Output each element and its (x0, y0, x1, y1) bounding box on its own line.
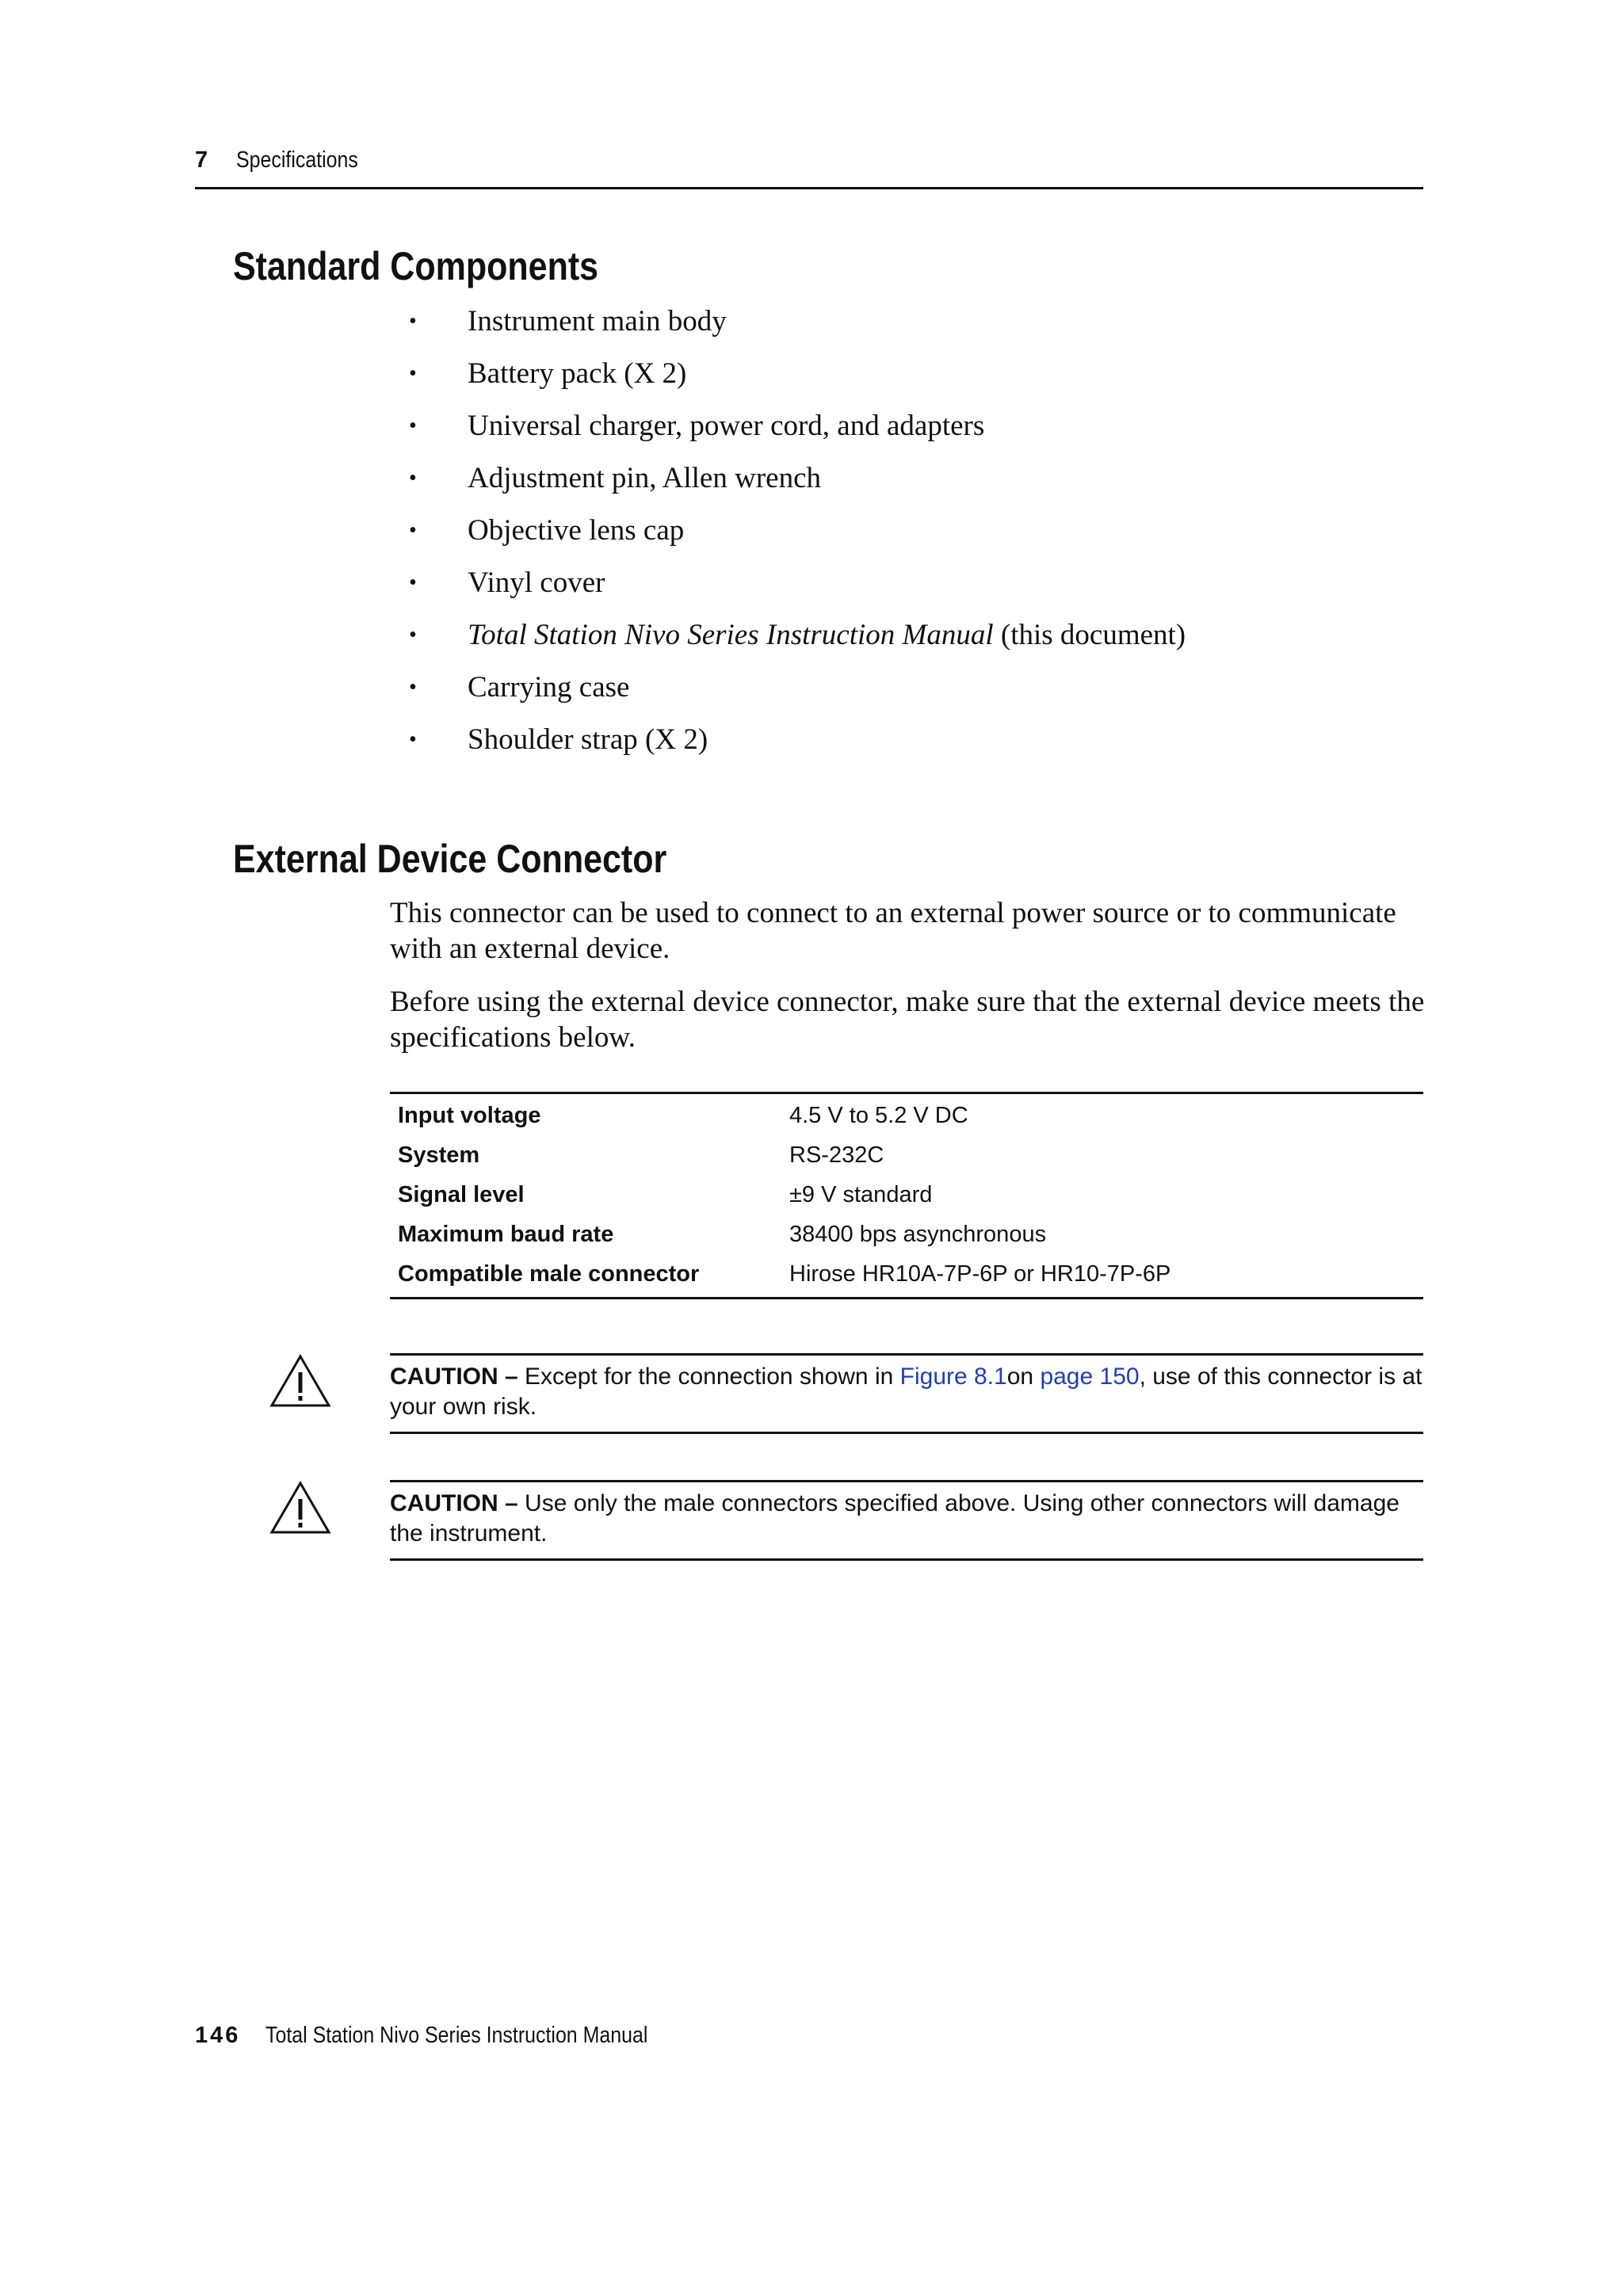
list-item (404, 561, 1186, 613)
caution-label: CAUTION – (390, 1363, 518, 1390)
spec-value: 4.5 V to 5.2 V DC (789, 1103, 968, 1128)
figure-link[interactable]: Figure 8.1 (899, 1363, 1007, 1390)
list-item-text: Carrying case (468, 671, 630, 704)
bullet-icon: • (409, 623, 417, 647)
list-item (404, 509, 1186, 561)
list-item (404, 352, 1186, 404)
spec-value: 38400 bps asynchronous (789, 1222, 1047, 1247)
caution-text: Use only the male connectors specified above. Using other connectors will damage the instrument. (390, 1490, 1400, 1547)
list-item-text: Adjustment pin, Allen wrench (468, 462, 821, 494)
running-footer (195, 2023, 710, 2049)
list-item (404, 456, 1186, 509)
caution-text-box (390, 1353, 1423, 1434)
prerequisite-paragraph: Before using the external device connector, make sure that the external device meets the specifications below. (390, 986, 1425, 1054)
list-item-text: Shoulder strap (X 2) (468, 723, 708, 756)
caution-text: , use of this connector is at your own risk. (390, 1363, 1423, 1420)
bullet-icon: • (409, 570, 417, 595)
intro-paragraph: This connector can be used to connect to an external power source or to communicate with an external device. (390, 897, 1396, 965)
standard-components-list (404, 299, 1186, 770)
caution-text-box (390, 1480, 1423, 1561)
caution-triangle-icon (269, 1480, 331, 1535)
list-item-text: (this document) (993, 619, 1186, 651)
section-heading-standard-components: Standard Components (233, 244, 599, 288)
bullet-icon: • (409, 727, 417, 752)
bullet-icon: • (409, 309, 417, 334)
spec-label: Compatible male connector (398, 1261, 700, 1287)
list-item (404, 299, 1186, 352)
manual-title-reference: Total Station Nivo Series Instruction Manual (468, 619, 994, 651)
spec-label: Maximum baud rate (398, 1222, 614, 1247)
spec-label: System (398, 1142, 480, 1168)
spec-value: RS-232C (789, 1142, 884, 1168)
list-item (404, 718, 1186, 770)
caution-text: on (1006, 1363, 1041, 1390)
chapter-title: Specifications (236, 147, 358, 173)
spec-label: Input voltage (398, 1103, 541, 1128)
caution-triangle-icon (269, 1353, 331, 1409)
list-item-text: Vinyl cover (468, 566, 605, 599)
footer-manual-title: Total Station Nivo Series Instruction Manual (265, 2023, 648, 2048)
table-row (390, 1135, 1423, 1175)
list-item-text: Battery pack (X 2) (468, 357, 687, 390)
bullet-icon: • (409, 414, 417, 438)
list-item-text: Objective lens cap (468, 514, 685, 547)
spec-value: ±9 V standard (789, 1182, 933, 1207)
list-item-text: Universal charger, power cord, and adapters (468, 410, 985, 442)
bullet-icon: • (409, 675, 417, 700)
list-item-text: Instrument main body (468, 305, 727, 338)
connector-spec-table (390, 1092, 1423, 1299)
chapter-number: 7 (195, 147, 208, 173)
page-link[interactable]: page 150 (1040, 1363, 1140, 1390)
list-item (404, 666, 1186, 718)
list-item (404, 613, 1186, 666)
table-row (390, 1215, 1423, 1254)
section-heading-external-device-connector: External Device Connector (233, 837, 667, 881)
bullet-icon: • (409, 466, 417, 490)
list-item (404, 404, 1186, 456)
running-header (195, 147, 1423, 189)
spec-value: Hirose HR10A-7P-6P or HR10-7P-6P (789, 1261, 1171, 1287)
caution-label: CAUTION – (390, 1490, 518, 1516)
spec-label: Signal level (398, 1182, 525, 1207)
bullet-icon: • (409, 518, 417, 543)
bullet-icon: • (409, 361, 417, 386)
page-number: 146 (195, 2023, 241, 2048)
caution-text: Except for the connection shown in (517, 1363, 900, 1390)
table-row (390, 1175, 1423, 1215)
table-row (390, 1096, 1423, 1135)
table-row (390, 1254, 1423, 1294)
